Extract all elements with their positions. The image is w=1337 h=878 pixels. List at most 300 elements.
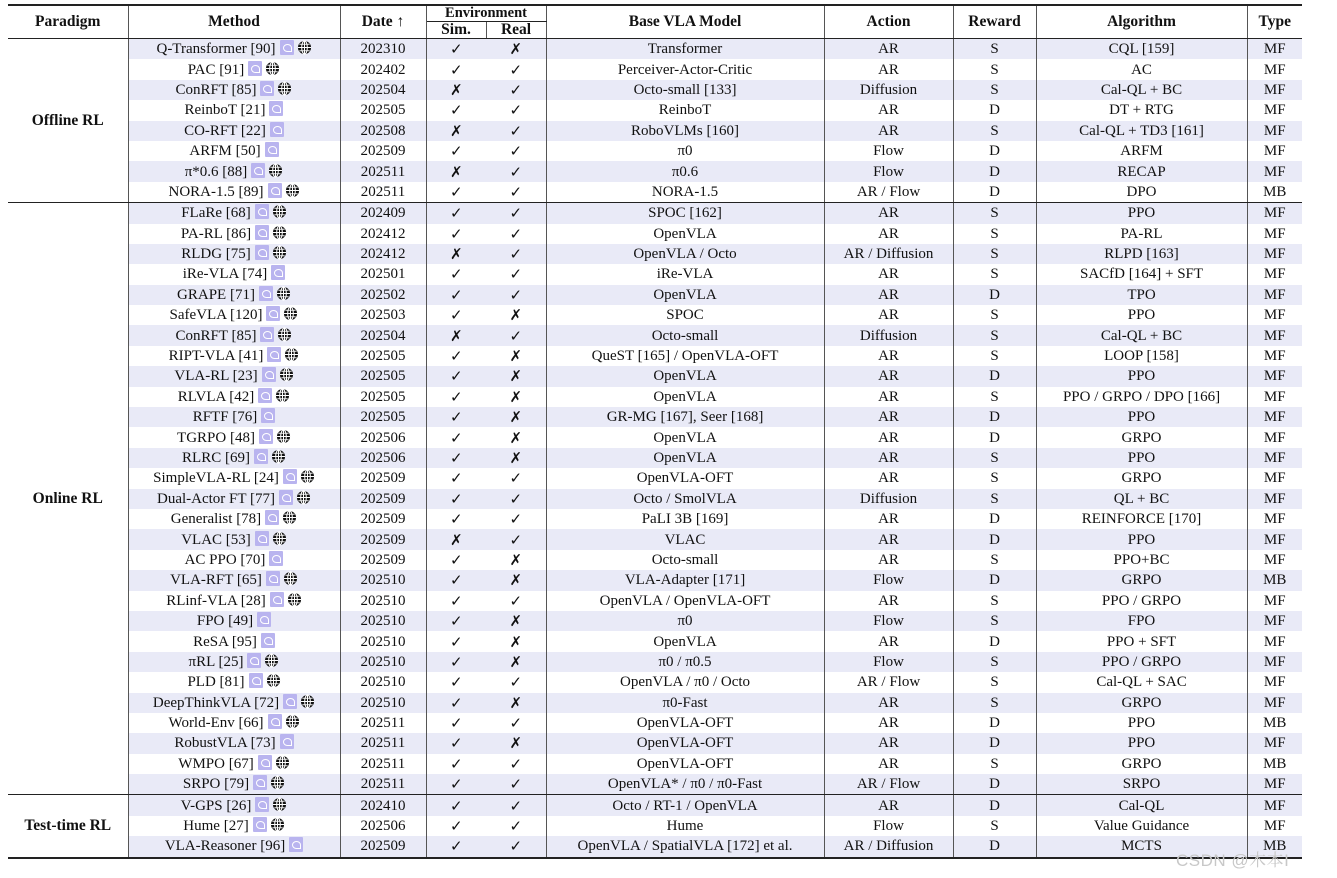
pdf-icon[interactable]: [255, 531, 269, 546]
base-vla-cell: [546, 427, 824, 447]
pdf-icon[interactable]: [270, 592, 284, 607]
action-cell-text: Diffusion: [859, 81, 918, 98]
reward-cell-text: D: [989, 715, 1000, 732]
base-vla-cell: [546, 591, 824, 611]
base-vla-cell-text: OpenVLA-OFT: [636, 715, 734, 732]
sim-cell: [426, 733, 486, 753]
base-vla-cell-text: OpenVLA / SpatialVLA [172] et al.: [577, 838, 793, 855]
algorithm-cell-text: MCTS: [1121, 838, 1162, 855]
date-cell: [340, 161, 426, 181]
real-cell: [486, 754, 546, 774]
sim-cell: [426, 366, 486, 386]
pdf-icon[interactable]: [251, 163, 265, 178]
action-cell: [824, 774, 953, 795]
reward-cell: [953, 611, 1036, 631]
pdf-icon[interactable]: [283, 469, 297, 484]
method-cell: [128, 141, 340, 161]
type-cell: [1247, 387, 1302, 407]
real-cell-text: ✓: [509, 817, 523, 836]
globe-icon[interactable]: [282, 510, 297, 525]
table-row: [8, 631, 1302, 651]
method-cell: [128, 774, 340, 795]
real-cell-text: ✓: [509, 469, 523, 488]
base-vla-cell-text: OpenVLA / π0 / Octo: [619, 674, 751, 691]
date-cell-text: 202505: [360, 388, 406, 405]
algorithm-cell: [1036, 427, 1247, 447]
method-name: PA-RL [86]: [180, 225, 252, 242]
pdf-icon[interactable]: [268, 714, 282, 729]
sim-cell: [426, 652, 486, 672]
algorithm-cell: [1036, 468, 1247, 488]
type-cell-text: MF: [1263, 653, 1286, 670]
reward-cell-text: S: [990, 694, 999, 711]
method-cell: [128, 224, 340, 244]
real-cell-text: ✗: [509, 347, 523, 366]
globe-icon[interactable]: [296, 490, 311, 505]
type-cell: [1247, 346, 1302, 366]
algorithm-cell: [1036, 285, 1247, 305]
date-cell: [340, 529, 426, 549]
sim-cell-text: ✓: [449, 837, 463, 856]
action-cell-text: Flow: [873, 143, 904, 160]
algorithm-cell: [1036, 652, 1247, 672]
method-name: π*0.6 [88]: [184, 163, 248, 180]
base-vla-cell: [546, 161, 824, 181]
type-cell: [1247, 100, 1302, 120]
table-row: [8, 836, 1302, 857]
real-cell: [486, 795, 546, 816]
base-vla-cell-text: OpenVLA-OFT: [636, 735, 734, 752]
pdf-icon[interactable]: [266, 571, 280, 586]
pdf-icon[interactable]: [255, 797, 269, 812]
pdf-icon[interactable]: [253, 775, 267, 790]
pdf-icon[interactable]: [249, 673, 263, 688]
action-cell-text: Diffusion: [859, 327, 918, 344]
base-vla-cell: [546, 224, 824, 244]
sim-cell-text: ✓: [449, 224, 463, 243]
reward-cell: [953, 836, 1036, 857]
reward-cell-text: S: [990, 266, 999, 283]
method-cell: [128, 325, 340, 345]
pdf-icon[interactable]: [289, 837, 303, 852]
pdf-icon[interactable]: [280, 40, 294, 55]
date-cell-text: 202506: [360, 818, 406, 835]
date-cell-text: 202510: [360, 592, 406, 609]
type-cell-text: MF: [1263, 266, 1286, 283]
reward-cell: [953, 652, 1036, 672]
type-cell: [1247, 816, 1302, 836]
pdf-icon[interactable]: [260, 327, 274, 342]
pdf-icon[interactable]: [261, 408, 275, 423]
algorithm-cell: [1036, 100, 1247, 120]
watermark: CSDN @木本I: [1176, 851, 1290, 870]
method-cell: [128, 366, 340, 386]
sim-cell: [426, 754, 486, 774]
globe-icon[interactable]: [276, 286, 291, 301]
sim-cell-text: ✓: [449, 571, 463, 590]
table-row: [8, 774, 1302, 795]
algorithm-cell-text: GRPO: [1121, 755, 1162, 772]
pdf-icon[interactable]: [258, 388, 272, 403]
sim-cell-text: ✓: [449, 714, 463, 733]
algorithm-cell-text: PA-RL: [1120, 225, 1163, 242]
globe-icon[interactable]: [271, 449, 286, 464]
globe-icon[interactable]: [287, 592, 302, 607]
globe-icon[interactable]: [266, 673, 281, 688]
algorithm-cell-text: Cal-QL + TD3 [161]: [1079, 122, 1204, 139]
method-cell: [128, 407, 340, 427]
method-name: Hume [27]: [183, 818, 249, 835]
real-cell: [486, 427, 546, 447]
action-cell-text: AR / Diffusion: [843, 838, 934, 855]
real-cell-text: ✓: [509, 80, 523, 99]
reward-cell-text: D: [989, 838, 1000, 855]
method-cell: [128, 203, 340, 224]
sim-cell-text: ✓: [449, 449, 463, 467]
pdf-icon[interactable]: [254, 449, 268, 464]
action-cell: [824, 468, 953, 488]
date-cell: [340, 325, 426, 345]
base-vla-cell: [546, 672, 824, 692]
type-cell: [1247, 652, 1302, 672]
pdf-icon[interactable]: [283, 694, 297, 709]
pdf-icon[interactable]: [255, 245, 269, 260]
sim-cell: [426, 816, 486, 836]
method-cell: [128, 631, 340, 651]
pdf-icon[interactable]: [280, 734, 294, 749]
reward-cell-text: S: [990, 674, 999, 691]
action-cell: [824, 141, 953, 161]
method-name: RFTF [76]: [192, 409, 258, 426]
type-cell-text: MF: [1263, 246, 1286, 263]
method-name: ReinboT [21]: [184, 102, 266, 119]
pdf-icon[interactable]: [258, 755, 272, 770]
sim-cell: [426, 387, 486, 407]
method-name: πRL [25]: [188, 653, 244, 670]
reward-cell-text: S: [990, 122, 999, 139]
type-cell-text: MF: [1263, 531, 1286, 548]
real-cell-text: ✓: [509, 224, 523, 243]
date-cell: [340, 733, 426, 753]
type-cell-text: MF: [1263, 613, 1286, 630]
pdf-icon[interactable]: [247, 653, 261, 668]
pdf-icon[interactable]: [267, 347, 281, 362]
pdf-icon[interactable]: [262, 367, 276, 382]
paradigm-cell: Test-time RL: [8, 795, 128, 858]
header-action: Action: [824, 5, 953, 39]
pdf-icon[interactable]: [259, 286, 273, 301]
type-cell: [1247, 305, 1302, 325]
type-cell-text: MF: [1263, 592, 1286, 609]
reward-cell-text: D: [989, 531, 1000, 548]
real-cell-text: ✓: [509, 326, 523, 345]
action-cell: [824, 529, 953, 549]
globe-icon[interactable]: [277, 327, 292, 342]
real-cell: [486, 161, 546, 181]
action-cell: [824, 59, 953, 79]
date-cell: [340, 203, 426, 224]
globe-icon[interactable]: [270, 817, 285, 832]
base-vla-cell-text: π0: [677, 143, 693, 160]
globe-icon[interactable]: [272, 245, 287, 260]
real-cell: [486, 509, 546, 529]
reward-cell-text: D: [989, 735, 1000, 752]
type-cell-text: MF: [1263, 551, 1286, 568]
real-cell: [486, 672, 546, 692]
header-base-vla-text: Base VLA Model: [628, 13, 742, 30]
pdf-icon[interactable]: [257, 612, 271, 627]
algorithm-cell: [1036, 489, 1247, 509]
globe-icon[interactable]: [272, 531, 287, 546]
pdf-icon[interactable]: [266, 306, 280, 321]
type-cell: [1247, 529, 1302, 549]
reward-cell: [953, 59, 1036, 79]
method-cell: [128, 285, 340, 305]
base-vla-cell: [546, 285, 824, 305]
type-cell-text: MF: [1263, 81, 1286, 98]
sim-cell: [426, 631, 486, 651]
date-cell-text: 202510: [360, 613, 406, 630]
action-cell-text: Flow: [873, 163, 904, 180]
method-name: RobustVLA [73]: [174, 735, 276, 752]
pdf-icon[interactable]: [259, 429, 273, 444]
date-cell-text: 202509: [360, 531, 406, 548]
method-cell: [128, 816, 340, 836]
action-cell: [824, 713, 953, 733]
type-cell: [1247, 672, 1302, 692]
globe-icon[interactable]: [283, 571, 298, 586]
sim-cell: [426, 713, 486, 733]
reward-cell: [953, 121, 1036, 141]
date-cell-text: 202511: [360, 735, 406, 752]
reward-cell: [953, 754, 1036, 774]
real-cell-text: ✓: [509, 591, 523, 610]
type-cell-text: MB: [1263, 183, 1287, 200]
method-name: FLaRe [68]: [181, 205, 251, 222]
real-cell: [486, 244, 546, 264]
reward-cell: [953, 550, 1036, 570]
globe-icon[interactable]: [300, 694, 315, 709]
globe-icon[interactable]: [276, 429, 291, 444]
pdf-icon[interactable]: [265, 510, 279, 525]
pdf-icon[interactable]: [268, 183, 282, 198]
date-cell-text: 202511: [360, 755, 406, 772]
globe-icon[interactable]: [285, 714, 300, 729]
reward-cell: [953, 509, 1036, 529]
table-row: [8, 100, 1302, 120]
sim-cell-text: ✓: [449, 347, 463, 366]
header-reward: Reward: [953, 5, 1036, 39]
pdf-icon[interactable]: [265, 142, 279, 157]
pdf-icon[interactable]: [255, 225, 269, 240]
type-cell-text: MF: [1263, 818, 1286, 835]
reward-cell-text: S: [990, 246, 999, 263]
type-cell: [1247, 141, 1302, 161]
algorithm-cell-text: ARFM: [1120, 143, 1163, 160]
pdf-icon[interactable]: [271, 265, 285, 280]
comparison-table: [8, 4, 1302, 859]
globe-icon[interactable]: [300, 469, 315, 484]
sim-cell: [426, 121, 486, 141]
method-name: SimpleVLA-RL [24]: [153, 470, 279, 487]
action-cell: [824, 387, 953, 407]
globe-icon[interactable]: [268, 163, 283, 178]
reward-cell-text: D: [989, 511, 1000, 528]
type-cell: [1247, 366, 1302, 386]
algorithm-cell-text: DPO: [1126, 183, 1157, 200]
real-cell-text: ✗: [509, 734, 523, 753]
type-cell-text: MF: [1263, 735, 1286, 752]
method-name: Q-Transformer [90]: [156, 41, 276, 58]
date-cell: [340, 305, 426, 325]
date-cell-text: 202509: [360, 511, 406, 528]
action-cell-text: AR / Flow: [856, 674, 921, 691]
globe-icon[interactable]: [284, 347, 299, 362]
type-cell: [1247, 182, 1302, 203]
pdf-icon[interactable]: [261, 633, 275, 648]
type-cell-text: MF: [1263, 122, 1286, 139]
globe-icon[interactable]: [264, 653, 279, 668]
globe-icon[interactable]: [272, 204, 287, 219]
real-cell-text: ✓: [509, 204, 523, 223]
table-row: [8, 59, 1302, 79]
method-name: Generalist [78]: [170, 511, 262, 528]
globe-icon[interactable]: [275, 755, 290, 770]
real-cell-text: ✓: [509, 714, 523, 733]
type-cell: [1247, 570, 1302, 590]
sim-cell: [426, 550, 486, 570]
sim-cell: [426, 285, 486, 305]
date-cell: [340, 100, 426, 120]
type-cell: [1247, 489, 1302, 509]
globe-icon[interactable]: [275, 388, 290, 403]
reward-cell: [953, 795, 1036, 816]
base-vla-cell: [546, 570, 824, 590]
action-cell-text: AR: [878, 735, 899, 752]
real-cell-text: ✗: [509, 40, 523, 59]
base-vla-cell-text: GR-MG [167], Seer [168]: [606, 409, 764, 426]
globe-icon[interactable]: [279, 367, 294, 382]
real-cell-text: ✓: [509, 60, 523, 79]
algorithm-cell-text: GRPO: [1121, 694, 1162, 711]
reward-cell-text: D: [989, 409, 1000, 426]
type-cell-text: MB: [1263, 755, 1287, 772]
base-vla-cell-text: Transformer: [647, 41, 723, 58]
base-vla-cell-text: OpenVLA: [653, 388, 717, 405]
reward-cell: [953, 774, 1036, 795]
globe-icon[interactable]: [283, 306, 298, 321]
action-cell-text: AR / Flow: [856, 183, 921, 200]
reward-cell: [953, 80, 1036, 100]
base-vla-cell-text: Octo-small: [651, 327, 719, 344]
pdf-icon[interactable]: [270, 122, 284, 137]
pdf-icon[interactable]: [260, 81, 274, 96]
base-vla-cell-text: OpenVLA* / π0 / π0-Fast: [607, 776, 763, 793]
sim-cell: [426, 59, 486, 79]
date-cell-text: 202509: [360, 470, 406, 487]
method-name: ConRFT [85]: [175, 327, 257, 344]
reward-cell-text: S: [990, 613, 999, 630]
real-cell: [486, 693, 546, 713]
date-cell-text: 202511: [360, 715, 406, 732]
globe-icon[interactable]: [272, 225, 287, 240]
date-cell: [340, 182, 426, 203]
sim-cell-text: ✓: [449, 306, 463, 325]
globe-icon[interactable]: [265, 61, 280, 76]
real-cell-text: ✓: [509, 142, 523, 161]
table-row: [8, 203, 1302, 224]
globe-icon[interactable]: [297, 40, 312, 55]
real-cell: [486, 224, 546, 244]
real-cell: [486, 529, 546, 549]
sim-cell-text: ✓: [449, 101, 463, 120]
algorithm-cell: [1036, 795, 1247, 816]
real-cell: [486, 713, 546, 733]
base-vla-cell: [546, 611, 824, 631]
globe-icon[interactable]: [277, 81, 292, 96]
real-cell: [486, 121, 546, 141]
real-cell-text: ✗: [509, 693, 523, 712]
globe-icon[interactable]: [285, 183, 300, 198]
method-name: PAC [91]: [187, 61, 245, 78]
reward-cell-text: S: [990, 818, 999, 835]
reward-cell: [953, 161, 1036, 181]
real-cell: [486, 652, 546, 672]
base-vla-cell-text: Octo / RT-1 / OpenVLA: [612, 797, 758, 814]
algorithm-cell-text: GRPO: [1121, 572, 1162, 589]
type-cell-text: MB: [1263, 838, 1287, 855]
globe-icon[interactable]: [272, 797, 287, 812]
sim-cell: [426, 39, 486, 60]
real-cell-text: ✓: [509, 101, 523, 120]
method-name: SRPO [79]: [182, 776, 250, 793]
base-vla-cell-text: Octo-small [133]: [633, 81, 737, 98]
method-name: NORA-1.5 [89]: [168, 183, 264, 200]
pdf-icon[interactable]: [253, 817, 267, 832]
algorithm-cell: [1036, 121, 1247, 141]
pdf-icon[interactable]: [255, 204, 269, 219]
real-cell: [486, 733, 546, 753]
pdf-icon[interactable]: [279, 490, 293, 505]
action-cell-text: Diffusion: [859, 490, 918, 507]
type-cell: [1247, 733, 1302, 753]
base-vla-cell-text: QueST [165] / OpenVLA-OFT: [591, 348, 779, 365]
sim-cell-text: ✗: [449, 121, 463, 140]
reward-cell: [953, 672, 1036, 692]
algorithm-cell-text: PPO: [1127, 531, 1156, 548]
algorithm-cell-text: GRPO: [1121, 429, 1162, 446]
algorithm-cell-text: PPO + SFT: [1106, 633, 1177, 650]
base-vla-cell: [546, 59, 824, 79]
globe-icon[interactable]: [270, 775, 285, 790]
pdf-icon[interactable]: [248, 61, 262, 76]
reward-cell: [953, 100, 1036, 120]
table-row: [8, 182, 1302, 203]
method-name: DeepThinkVLA [72]: [152, 694, 280, 711]
pdf-icon[interactable]: [269, 101, 283, 116]
base-vla-cell-text: OpenVLA: [653, 450, 717, 466]
reward-cell: [953, 346, 1036, 366]
action-cell-text: Flow: [873, 818, 904, 835]
sim-cell: [426, 182, 486, 203]
real-cell-text: ✗: [509, 428, 523, 447]
sim-cell-text: ✓: [449, 142, 463, 161]
pdf-icon[interactable]: [269, 551, 283, 566]
header-type: Type: [1247, 5, 1302, 39]
action-cell: [824, 80, 953, 100]
date-cell-text: 202412: [360, 225, 406, 242]
method-cell: [128, 121, 340, 141]
